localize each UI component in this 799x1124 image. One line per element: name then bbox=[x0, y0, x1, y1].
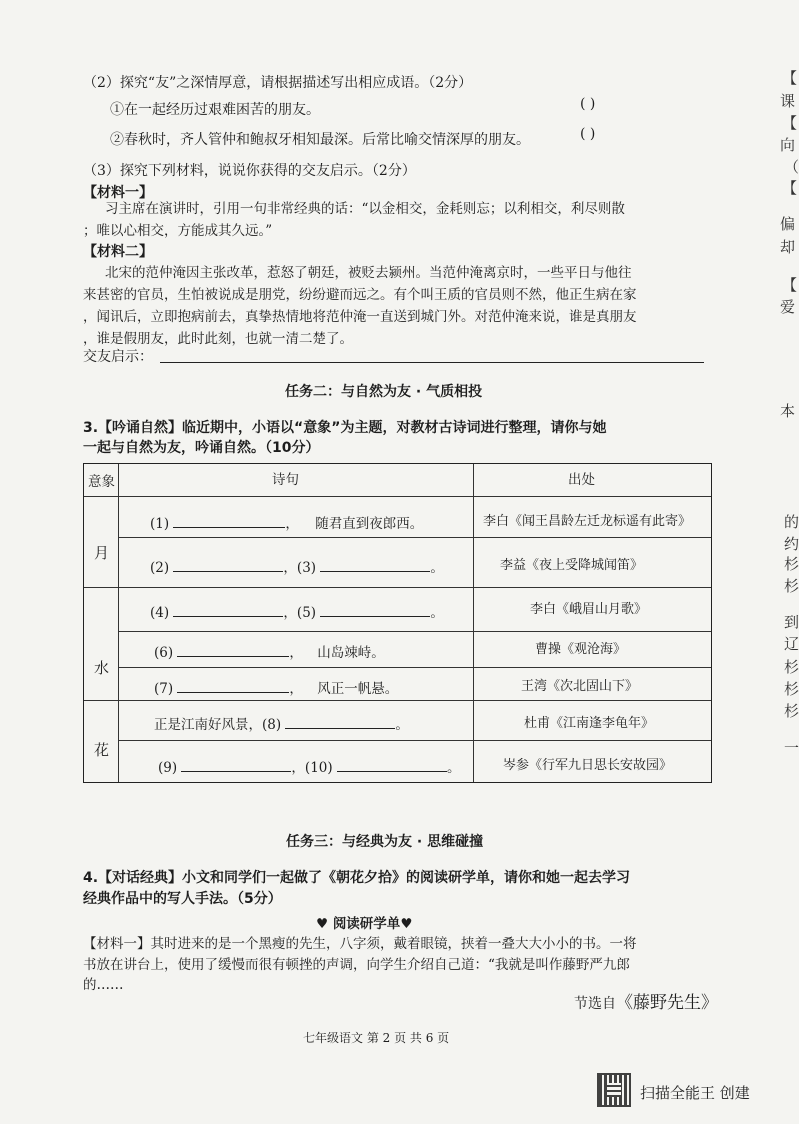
verse-given: 正是江南好风景，(8) bbox=[154, 717, 282, 733]
material-2-line-4: ，谁是假朋友，此时此刻，也就一清二楚了。 bbox=[83, 331, 353, 347]
table-row bbox=[158, 756, 460, 776]
verse-given: 山岛竦峙。 bbox=[317, 645, 385, 661]
margin-glyph: 本 bbox=[780, 402, 796, 420]
answer-blank[interactable] bbox=[320, 602, 430, 617]
excerpt-title: 《藤野先生》 bbox=[616, 993, 718, 1013]
margin-glyph: 杉 bbox=[784, 658, 799, 676]
material-2-label: 【材料二】 bbox=[83, 244, 153, 260]
margin-glyph: 杉 bbox=[784, 577, 799, 595]
punct: 。 bbox=[395, 717, 409, 733]
answer-blank[interactable] bbox=[337, 757, 447, 772]
friendship-insight-label: 交友启示： bbox=[83, 349, 153, 365]
sheet-title-text: 阅读研学单 bbox=[332, 916, 401, 932]
q4-material-1-line-2: 书放在讲台上，使用了缓慢而很有顿挫的声调，向学生介绍自己道：“我就是叫作藤野严九郎 bbox=[83, 957, 630, 973]
source-cell: 杜甫《江南逢李龟年》 bbox=[524, 716, 655, 731]
blank-number: (1) bbox=[150, 516, 170, 532]
q3-question-line-2: 一起与自然为友，吟诵自然。（10分） bbox=[83, 440, 320, 456]
table-row bbox=[154, 641, 385, 661]
material-2-line-1: 北宋的范仲淹因主张改革，惹怒了朝廷，被贬去颍州。当范仲淹离京时，一些平日与他往 bbox=[105, 265, 632, 281]
punct: 。 bbox=[430, 605, 444, 621]
margin-glyph: 一 bbox=[784, 739, 799, 757]
answer-blank[interactable] bbox=[173, 602, 283, 617]
margin-glyph: 【 bbox=[782, 179, 798, 197]
verse-given: 风正一帆悬。 bbox=[317, 681, 399, 697]
answer-blank[interactable] bbox=[173, 513, 285, 528]
q2-item-2: ②春秋时，齐人管仲和鲍叔牙相知最深。后常比喻交情深厚的朋友。 bbox=[110, 132, 530, 148]
table-row bbox=[150, 601, 444, 621]
blank-number: (4) bbox=[150, 605, 170, 621]
group-moon: 月 bbox=[94, 544, 110, 562]
margin-glyph: 却 bbox=[780, 238, 796, 256]
blank-number: (7) bbox=[154, 681, 174, 697]
q4-material-1-line-1: 【材料一】其时进来的是一个黑瘦的先生，八字须，戴着眼镜，挟着一叠大大小小的书。一将 bbox=[83, 936, 637, 952]
blank-number: (2) bbox=[150, 560, 170, 576]
material-1-line-1: 习主席在演讲时，引用一句非常经典的话：“以金相交，金耗则忘；以利相交，利尽则散 bbox=[105, 201, 625, 217]
blank-number: ，(3) bbox=[283, 560, 317, 576]
excerpt-prefix: 节选自 bbox=[574, 996, 616, 1012]
punct: ， bbox=[285, 516, 299, 532]
q4-question-line-1: 4.【对话经典】小文和同学们一起做了《朝花夕拾》的阅读研学单，请你和她一起去学习 bbox=[83, 870, 631, 886]
margin-glyph: 到 bbox=[784, 613, 799, 631]
reading-sheet-title bbox=[316, 912, 412, 932]
heart-icon: ♥ bbox=[400, 916, 413, 932]
answer-blank[interactable] bbox=[177, 678, 289, 693]
excerpt-source bbox=[574, 988, 718, 1013]
heart-icon: ♥ bbox=[316, 916, 329, 932]
margin-glyph: 【 bbox=[782, 69, 798, 87]
q2-item-1: ①在一起经历过艰难困苦的朋友。 bbox=[110, 102, 320, 118]
margin-glyph: （ bbox=[784, 158, 799, 176]
answer-blank[interactable] bbox=[177, 642, 289, 657]
source-cell: 岑参《行军九日思长安故园》 bbox=[503, 758, 673, 773]
header-verse: 诗句 bbox=[272, 472, 299, 488]
margin-glyph: 偏 bbox=[780, 215, 796, 233]
group-water: 水 bbox=[94, 659, 110, 677]
group-flower: 花 bbox=[94, 741, 110, 759]
table-row bbox=[150, 556, 444, 576]
qr-code-icon bbox=[597, 1073, 631, 1107]
verse-given: 随君直到夜郎西。 bbox=[315, 516, 424, 532]
source-cell: 曹操《观沧海》 bbox=[535, 642, 627, 657]
blank-number: (9) bbox=[158, 760, 178, 776]
source-cell: 李益《夜上受降城闻笛》 bbox=[500, 558, 644, 573]
punct: 。 bbox=[430, 560, 444, 576]
answer-blank[interactable] bbox=[320, 557, 430, 572]
source-cell: 李白《峨眉山月歌》 bbox=[530, 602, 648, 617]
q2-prompt: （2）探究“友”之深情厚意，请根据描述写出相应成语。（2分） bbox=[83, 75, 473, 91]
material-2-line-3: ，闻讯后，立即抱病前去，真挚热情地将范仲淹一直送到城门外。对范仲淹来说，谁是真朋友 bbox=[83, 309, 637, 325]
task-2-title: 任务二：与自然为友 · 气质相投 bbox=[285, 384, 483, 400]
punct: 。 bbox=[446, 760, 461, 776]
friendship-insight-answer-line[interactable] bbox=[160, 362, 704, 363]
margin-glyph: 【 bbox=[782, 114, 798, 132]
margin-glyph: 杉 bbox=[784, 702, 799, 720]
q3-question-line-1: 3.【吟诵自然】临近期中，小语以“意象”为主题，对教材古诗词进行整理，请你与她 bbox=[83, 420, 607, 436]
q4-material-1-line-3: 的…… bbox=[83, 977, 124, 993]
margin-glyph: 辽 bbox=[784, 635, 799, 653]
table-row bbox=[154, 677, 398, 697]
margin-glyph: 的 bbox=[784, 513, 799, 531]
source-cell: 王湾《次北固山下》 bbox=[521, 679, 639, 694]
table-row bbox=[150, 512, 423, 532]
margin-glyph: 课 bbox=[780, 92, 796, 110]
blank-number: ，(10) bbox=[291, 760, 333, 776]
header-imagery: 意象 bbox=[88, 474, 115, 490]
punct: ， bbox=[289, 681, 303, 697]
table-row bbox=[154, 713, 409, 733]
margin-glyph: 杉 bbox=[784, 680, 799, 698]
task-3-title: 任务三：与经典为友 · 思维碰撞 bbox=[286, 834, 484, 850]
material-1-label: 【材料一】 bbox=[83, 185, 153, 201]
answer-blank[interactable] bbox=[173, 557, 283, 572]
material-2-line-2: 来甚密的官员，生怕被说成是朋党，纷纷避而远之。有个叫王质的官员则不然，他正生病在家 bbox=[83, 287, 637, 303]
margin-glyph: 爱 bbox=[780, 298, 796, 316]
source-cell: 李白《闻王昌龄左迁龙标遥有此寄》 bbox=[483, 514, 692, 529]
scanner-watermark: 扫描全能王 创建 bbox=[640, 1084, 750, 1102]
margin-glyph: 【 bbox=[782, 276, 798, 294]
margin-glyph: 约 bbox=[784, 535, 799, 553]
page-footer: 七年级语文 第 2 页 共 6 页 bbox=[303, 1031, 450, 1045]
answer-blank[interactable] bbox=[285, 714, 395, 729]
q2-answer-blank-1[interactable]: ( ) bbox=[580, 96, 596, 112]
blank-number: (6) bbox=[154, 645, 174, 661]
punct: ， bbox=[289, 645, 303, 661]
margin-glyph: 杉 bbox=[784, 555, 799, 573]
material-1-line-2: ；唯以心相交，方能成其久远。” bbox=[83, 223, 273, 239]
header-source: 出处 bbox=[568, 472, 595, 488]
blank-number: ，(5) bbox=[283, 605, 317, 621]
poetry-imagery-table bbox=[83, 463, 712, 783]
q2-answer-blank-2[interactable]: ( ) bbox=[580, 126, 596, 142]
q4-question-line-2: 经典作品中的写人手法。（5分） bbox=[83, 891, 282, 907]
margin-glyph: 向 bbox=[780, 136, 796, 154]
answer-blank[interactable] bbox=[181, 757, 291, 772]
q3-prompt: （3）探究下列材料，说说你获得的交友启示。（2分） bbox=[83, 163, 416, 179]
